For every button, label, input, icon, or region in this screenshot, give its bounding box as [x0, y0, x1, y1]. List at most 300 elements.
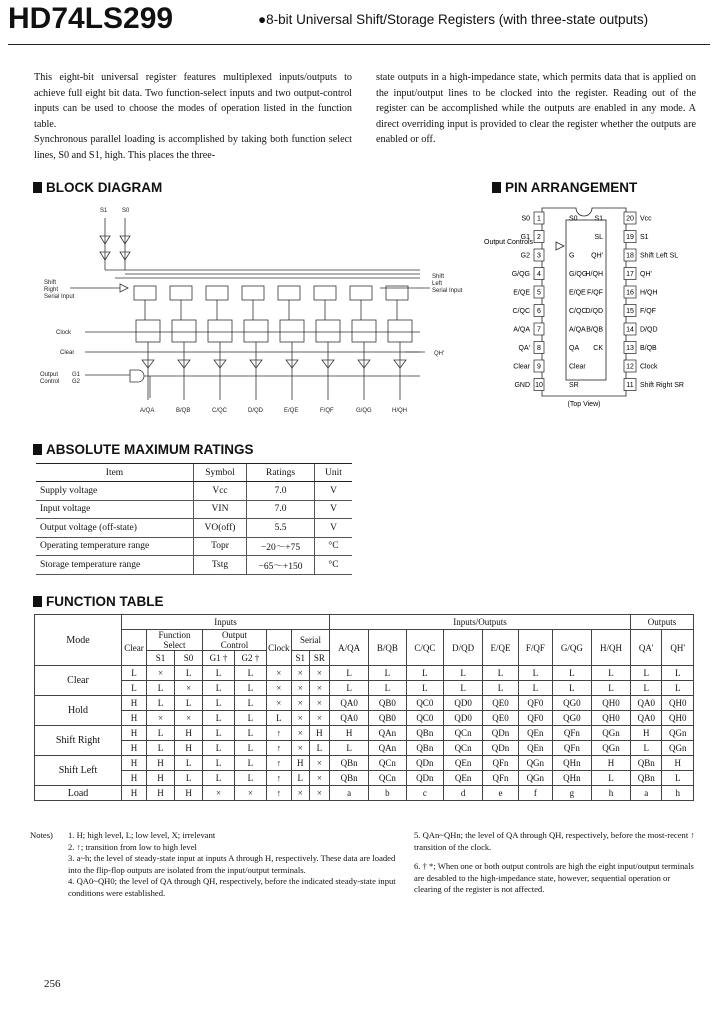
block-diagram [30, 200, 470, 425]
shift-right-label: Shift [44, 280, 57, 286]
ft-cell: QEn [444, 771, 483, 786]
ft-cell: QEn [518, 741, 552, 756]
ft-cell: d [444, 786, 483, 801]
pin-inner-label: E/QE [569, 289, 586, 297]
ft-cell: QGn [591, 741, 630, 756]
ft-cell: L [203, 681, 235, 696]
ft-mode: Clear [35, 666, 122, 696]
ft-cell: L [369, 666, 406, 681]
svg-text:Left: Left [432, 281, 443, 287]
pin-inner-label: B/QB [586, 326, 603, 334]
description-right: state outputs in a high-impedance state, which permits data that is applied on the input/output lines to be clocked into the register. Reading out of the register can be accomplished while the outputs are enabled in any mode. A direct overriding input is provided to clear the register whether the outputs are enabled or off. [376, 72, 696, 146]
amr-heading: ABSOLUTE MAXIMUM RATINGS [33, 442, 254, 457]
ft-cell: L [330, 681, 369, 696]
ft-cell: L [330, 666, 369, 681]
ft-cell: × [291, 681, 309, 696]
ft-cell: QH0 [591, 711, 630, 726]
amr-row [36, 556, 352, 575]
ft-cell: QDn [483, 741, 519, 756]
ft-cell: a [631, 786, 662, 801]
ft-cell: L [518, 681, 552, 696]
amr-row [36, 537, 352, 556]
ft-cell: QD0 [444, 711, 483, 726]
s1-label: S1 [100, 208, 108, 214]
pin-number: 5 [537, 289, 541, 297]
pin-number: 20 [626, 215, 634, 223]
ft-cell: L [234, 726, 266, 741]
amr-rating: 7.0 [247, 500, 315, 519]
ft-cell: QGn [518, 771, 552, 786]
ft-cell: × [175, 681, 203, 696]
bd-io-label: A/QA [140, 408, 155, 414]
ft-cell: L [369, 681, 406, 696]
ft-row [35, 696, 694, 711]
pin-inner-label: D/QD [585, 308, 603, 315]
ft-row [35, 741, 694, 756]
pin-label: Clock [640, 363, 658, 371]
description-left: This eight-bit universal register features multiplexed inputs/outputs to achieve full eight bit data. Two function-select inputs and two output-control inputs can be used to choose the modes of operation listed in the function table. Synchronous parallel loading is accomplished by taking both function select lines, S0 and S1, high. This places the three- [34, 72, 352, 161]
ft-row [35, 711, 694, 726]
clock-label: Clock [56, 330, 72, 336]
pin-number: 16 [626, 289, 634, 297]
ft-cell: × [234, 786, 266, 801]
ft-cell: × [309, 711, 329, 726]
pin-number: 6 [537, 308, 541, 315]
ft-cell: × [203, 786, 235, 801]
ft-cell: H [591, 756, 630, 771]
ft-cell: c [406, 786, 443, 801]
amr-symbol: Vcc [194, 482, 247, 501]
ft-cell: L [147, 696, 175, 711]
ft-cell: × [266, 666, 291, 681]
pin-label: S1 [640, 234, 649, 241]
ft-cell: L [122, 666, 147, 681]
ft-cell: QBn [330, 756, 369, 771]
pin-number: 4 [537, 271, 541, 278]
ft-cell: × [147, 666, 175, 681]
ft-cell: H [175, 786, 203, 801]
pin-label: S0 [521, 215, 530, 223]
ft-cell: × [266, 681, 291, 696]
pin-inner-label: H/QH [585, 271, 603, 278]
amr-row [36, 500, 352, 519]
function-table-heading: FUNCTION TABLE [33, 594, 164, 609]
ft-cell: L [147, 726, 175, 741]
pin-inner-label: G [569, 252, 575, 260]
ft-cell: QBn [631, 756, 662, 771]
amr-symbol: VIN [194, 500, 247, 519]
pin-number: 9 [537, 363, 541, 371]
block-diagram-heading: BLOCK DIAGRAM [33, 180, 162, 195]
amr-symbol: Topr [194, 537, 247, 556]
amr-row [36, 519, 352, 538]
ft-cell: QB0 [369, 696, 406, 711]
amr-item: Storage temperature range [36, 556, 194, 575]
pin-number: 14 [626, 326, 634, 334]
ft-cell: L [631, 681, 662, 696]
ft-row [35, 666, 694, 681]
ft-cell: L [234, 666, 266, 681]
ft-cell: QDn [406, 756, 443, 771]
ft-cell: L [518, 666, 552, 681]
pin-label: G/QG [511, 271, 530, 278]
ft-cell: L [406, 681, 443, 696]
pin-label: E/QE [513, 289, 530, 297]
pin-inner-label: SL [594, 234, 603, 241]
ft-cell: × [309, 681, 329, 696]
ft-cell: ↑ [266, 741, 291, 756]
svg-text:G2: G2 [72, 379, 81, 385]
pin-number: 15 [626, 308, 634, 315]
ft-cell: QA0 [631, 696, 662, 711]
amr-rating: 7.0 [247, 482, 315, 501]
notes-right: 5. QAn~QHn; the level of QA through QH, respectively, before the most-recent ↑ transition of the clock. 6. † *; When one or both output controls are high the eight input/output terminals are desabled to the high-impedance state, however, sequential operation or clearing of the register is not affected. [414, 830, 695, 895]
amr-item: Supply voltage [36, 482, 194, 501]
ft-cell: QGn [662, 741, 694, 756]
bd-io-label: D/QD [248, 408, 263, 414]
pin-number: 19 [626, 234, 634, 241]
ft-cell: H [122, 771, 147, 786]
ft-cell: QDn [406, 771, 443, 786]
ft-cell: QGn [591, 726, 630, 741]
ft-cell: L [203, 756, 235, 771]
ft-cell: H [662, 756, 694, 771]
ft-cell: QE0 [483, 711, 519, 726]
ft-mode: Hold [35, 696, 122, 726]
ft-cell: QF0 [518, 711, 552, 726]
ft-cell: QCn [444, 726, 483, 741]
ft-cell: H [175, 726, 203, 741]
amr-item: Operating temperature range [36, 537, 194, 556]
pin-label: G1 [520, 234, 530, 241]
ft-row [35, 786, 694, 801]
bd-io-label: F/QF [320, 408, 334, 414]
ft-cell: × [291, 726, 309, 741]
part-subtitle: ●8-bit Universal Shift/Storage Registers (with three-state outputs) [258, 12, 649, 27]
pin-number: 3 [537, 252, 541, 260]
bd-io-label: H/QH [392, 408, 407, 414]
ft-cell: × [291, 741, 309, 756]
amr-unit: V [315, 519, 353, 538]
pin-number: 1 [537, 215, 541, 223]
pin-number: 11 [626, 382, 634, 389]
ft-cell: ↑ [266, 756, 291, 771]
ft-cell: × [175, 711, 203, 726]
ft-cell: × [309, 771, 329, 786]
amr-item: Input voltage [36, 500, 194, 519]
output-control-label: Output [40, 372, 59, 378]
ft-cell: QAn [369, 741, 406, 756]
ft-cell: × [309, 696, 329, 711]
ft-cell: L [444, 666, 483, 681]
amr-item: Output voltage (off-state) [36, 519, 194, 538]
header-rule [8, 44, 710, 45]
function-table: Mode Inputs Inputs/Outputs Outputs Clear Function Select Output Control Clock Serial A/QA B/QB C/QC D/QD E/QE F/QF G/QG H/QH QA' QH' S1 S0 G1 † G2 † S1 SR Clear L × L L L × × × L L L L L L L L L L L L × L L × × × L L L L L L L L L L Hold H L L L L × × × QA0 QB0 QC0 QD0 QE0 QF0 QG0 QH0 QA0 QH0 H × × L L L × × QA0 QB0 QC0 QD0 QE0 QF0 QG0 QH0 QA0 QH0 Shift Right H L H L L ↑ × H H QAn QBn QCn QDn QEn QFn QGn H QGn H L H L L ↑ × L L QAn QBn QCn QDn QEn QFn QGn L QGn Shift Left H H L L L ↑ H × QBn QCn QDn QEn QFn QGn QHn H QBn H H H L L L ↑ L × QBn QCn QDn QEn QFn QGn QHn L QBn L Load H H H × × ↑ × × a b c d e f g h a h [34, 614, 694, 801]
ft-cell: H [309, 726, 329, 741]
ft-cell: QGn [662, 726, 694, 741]
ft-cell: × [147, 711, 175, 726]
pin-label: H/QH [640, 289, 658, 297]
ft-cell: QHn [552, 771, 591, 786]
pin-label: D/QD [640, 326, 658, 334]
ft-cell: L [203, 666, 235, 681]
ft-cell: L [552, 681, 591, 696]
ft-cell: H [631, 726, 662, 741]
ft-cell: QC0 [406, 711, 443, 726]
ft-row [35, 681, 694, 696]
amr-rating: 5.5 [247, 519, 315, 538]
svg-text:Serial Input: Serial Input [432, 288, 463, 294]
ft-cell: H [122, 741, 147, 756]
ft-cell: ↑ [266, 771, 291, 786]
amr-row [36, 482, 352, 501]
ft-cell: H [175, 741, 203, 756]
ft-cell: L [483, 666, 519, 681]
bd-io-label: C/QC [212, 408, 227, 414]
pin-number: 17 [626, 271, 634, 278]
ft-cell: × [309, 786, 329, 801]
amr-symbol: Tstg [194, 556, 247, 575]
ft-cell: f [518, 786, 552, 801]
svg-text:G1: G1 [72, 372, 81, 378]
ft-cell: L [591, 681, 630, 696]
ft-cell: L [147, 681, 175, 696]
ft-cell: L [406, 666, 443, 681]
pin-label: B/QB [640, 345, 657, 352]
pin-number: 13 [626, 345, 634, 352]
ft-cell: H [122, 786, 147, 801]
qh-prime-label: QH' [434, 351, 445, 357]
pin-label: Clear [513, 363, 530, 371]
ft-cell: L [662, 771, 694, 786]
part-number: HD74LS299 [8, 2, 174, 35]
ft-cell: QCn [369, 771, 406, 786]
ft-cell: h [662, 786, 694, 801]
ft-cell: L [234, 681, 266, 696]
ft-cell: L [234, 711, 266, 726]
pin-label: GND [514, 382, 530, 389]
ft-cell: QFn [483, 771, 519, 786]
ft-cell: H [147, 771, 175, 786]
pin-arrangement-heading: PIN ARRANGEMENT [492, 180, 637, 195]
ft-cell: L [309, 741, 329, 756]
ft-cell: L [591, 666, 630, 681]
pin-inner-label: S1 [594, 215, 603, 223]
ft-cell: L [631, 666, 662, 681]
ft-row [35, 726, 694, 741]
pin-number: 7 [537, 326, 541, 334]
ft-cell: × [291, 711, 309, 726]
ft-mode: Load [35, 786, 122, 801]
ft-cell: L [175, 771, 203, 786]
ft-cell: L [234, 771, 266, 786]
pin-inner-label: CK [593, 345, 603, 352]
ft-cell: L [631, 741, 662, 756]
pin-label: QA' [518, 345, 530, 352]
ft-cell: QE0 [483, 696, 519, 711]
ft-cell: QG0 [552, 711, 591, 726]
pin-arrangement [480, 200, 700, 410]
ft-cell: QA0 [330, 696, 369, 711]
amr-unit: V [315, 482, 353, 501]
ft-cell: × [291, 666, 309, 681]
ft-cell: L [330, 741, 369, 756]
ft-cell: H [147, 756, 175, 771]
pin-number: 18 [626, 252, 634, 260]
ft-row [35, 771, 694, 786]
ft-cell: QBn [406, 726, 443, 741]
ft-cell: QFn [552, 726, 591, 741]
ft-cell: L [552, 666, 591, 681]
ft-cell: H [122, 696, 147, 711]
ft-cell: L [234, 696, 266, 711]
ft-cell: a [330, 786, 369, 801]
ft-cell: H [330, 726, 369, 741]
pin-inner-label: S0 [569, 215, 578, 223]
pin-number: 10 [535, 382, 543, 389]
ft-cell: g [552, 786, 591, 801]
ft-cell: QFn [483, 756, 519, 771]
svg-text:Right: Right [44, 287, 59, 293]
ft-cell: b [369, 786, 406, 801]
ft-cell: QD0 [444, 696, 483, 711]
ft-cell: QC0 [406, 696, 443, 711]
clear-label: Clear [60, 350, 75, 356]
ft-cell: QDn [483, 726, 519, 741]
ft-cell: QBn [330, 771, 369, 786]
ft-mode: Shift Left [35, 756, 122, 786]
ft-cell: L [203, 711, 235, 726]
top-view-label: (Top View) [567, 401, 601, 408]
ft-cell: QCn [369, 756, 406, 771]
ft-cell: QBn [406, 741, 443, 756]
ft-cell: L [591, 771, 630, 786]
ft-row [35, 756, 694, 771]
ft-cell: QFn [552, 741, 591, 756]
ft-cell: ↑ [266, 726, 291, 741]
ft-cell: L [203, 741, 235, 756]
amr-unit: V [315, 500, 353, 519]
ft-cell: H [122, 711, 147, 726]
bd-io-label: G/QG [356, 408, 372, 414]
pin-label: Shift Left SL [640, 252, 679, 260]
svg-text:Control: Control [40, 379, 60, 385]
ft-cell: QH0 [662, 711, 694, 726]
ft-cell: L [122, 681, 147, 696]
ft-cell: e [483, 786, 519, 801]
pin-label: C/QC [512, 308, 530, 315]
notes-left: 1. H; high level, L; low level, X; irrelevant 2. ↑; transition from low to high level 3. a~h; the level of steady-state input at inputs A through H, respectively. These data are loaded into the flip-flop outputs are isolated from the input/output terminals. 4. QA0~QH0; the level of QA through QH, respectively, before the indicated steady-state input conditions were established. [68, 830, 396, 898]
ft-cell: L [203, 771, 235, 786]
ft-cell: L [444, 681, 483, 696]
ft-cell: h [591, 786, 630, 801]
ft-cell: QCn [444, 741, 483, 756]
pin-inner-label: G/QG [569, 271, 588, 278]
amr-rating: −65～+150 [247, 556, 315, 575]
ft-cell: ↑ [266, 786, 291, 801]
ft-cell: L [175, 666, 203, 681]
ft-cell: L [203, 696, 235, 711]
ft-cell: QA0 [631, 711, 662, 726]
ft-cell: × [266, 696, 291, 711]
ft-mode: Shift Right [35, 726, 122, 756]
ft-cell: × [291, 696, 309, 711]
amr-unit: °C [315, 537, 353, 556]
ft-cell: L [234, 756, 266, 771]
ft-cell: L [266, 711, 291, 726]
ft-cell: QH0 [662, 696, 694, 711]
ft-cell: QHn [552, 756, 591, 771]
ft-cell: L [147, 741, 175, 756]
shift-left-label: Shift [432, 274, 445, 280]
ft-cell: L [662, 666, 694, 681]
ft-cell: QF0 [518, 696, 552, 711]
bullet-icon: ● [258, 12, 267, 27]
s0-label: S0 [122, 208, 130, 214]
ft-cell: L [483, 681, 519, 696]
ft-cell: QGn [518, 756, 552, 771]
ft-cell: QH0 [591, 696, 630, 711]
pin-inner-label: QA [569, 345, 580, 352]
pin-inner-label: C/QC [569, 308, 587, 315]
ft-cell: L [175, 756, 203, 771]
ft-cell: QBn [631, 771, 662, 786]
output-controls-label: Output Controls [484, 239, 534, 246]
ft-cell: × [291, 786, 309, 801]
ft-cell: QG0 [552, 696, 591, 711]
ft-cell: H [291, 756, 309, 771]
ft-cell: H [122, 726, 147, 741]
amr-rating: −20～+75 [247, 537, 315, 556]
pin-label: QH' [640, 271, 652, 278]
page-number: 256 [44, 978, 61, 990]
pin-label: Shift Right SR [640, 382, 684, 389]
amr-unit: °C [315, 556, 353, 575]
ft-cell: L [175, 696, 203, 711]
ft-cell: L [291, 771, 309, 786]
svg-text:Serial Input: Serial Input [44, 294, 75, 300]
notes-label: Notes) [30, 830, 53, 840]
ft-cell: QAn [369, 726, 406, 741]
pin-inner-label: F/QF [587, 289, 603, 297]
pin-inner-label: Clear [569, 363, 586, 371]
ft-cell: H [122, 756, 147, 771]
pin-inner-label: QH' [591, 252, 603, 260]
ft-cell: QB0 [369, 711, 406, 726]
ft-cell: × [309, 756, 329, 771]
pin-label: A/QA [513, 326, 530, 334]
pin-inner-label: SR [569, 382, 579, 389]
bd-io-label: B/QB [176, 408, 191, 414]
pin-inner-label: A/QA [569, 326, 586, 334]
ft-cell: L [662, 681, 694, 696]
amr-symbol: VO(off) [194, 519, 247, 538]
pin-number: 12 [626, 363, 634, 371]
ft-cell: L [234, 741, 266, 756]
pin-label: G2 [520, 252, 530, 260]
ft-cell: × [309, 666, 329, 681]
ft-cell: QA0 [330, 711, 369, 726]
ft-cell: L [203, 726, 235, 741]
ft-cell: QEn [444, 756, 483, 771]
pin-label: Vcc [640, 215, 652, 223]
amr-table: Item Symbol Ratings Unit Supply voltage Vcc 7.0 V Input voltage VIN 7.0 V Output voltage (off-state) VO(off) 5.5 V Operating temperature range Topr −20～+75 °C Storage temperature range Tstg −65～+150 °C [36, 463, 352, 575]
ft-cell: QEn [518, 726, 552, 741]
pin-number: 8 [537, 345, 541, 352]
pin-number: 2 [537, 234, 541, 241]
ft-cell: H [147, 786, 175, 801]
pin-label: F/QF [640, 308, 656, 315]
